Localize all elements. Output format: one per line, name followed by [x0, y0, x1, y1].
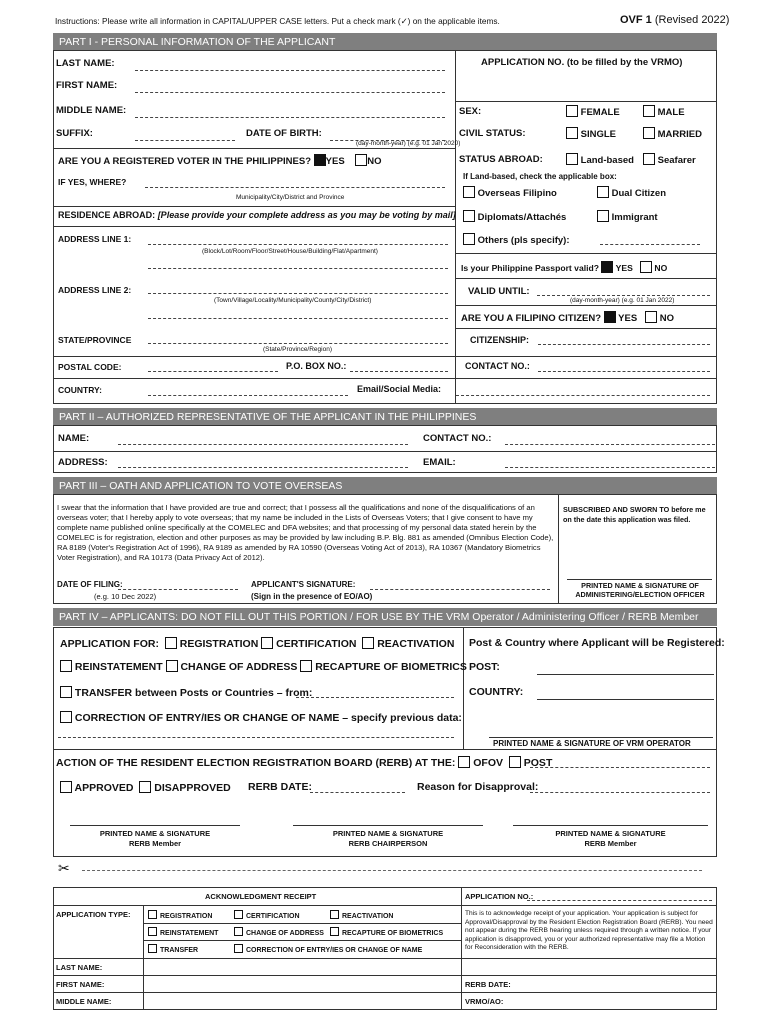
divider: [455, 278, 717, 279]
state-label: STATE/PROVINCE: [58, 335, 132, 345]
passport-yes-label: YES: [615, 263, 633, 273]
overseas-filipino-checkbox[interactable]: [463, 186, 475, 198]
valid-until-hint: (day-month-year) (e.g. 01 Jan 2022): [570, 297, 675, 304]
male-option[interactable]: [643, 105, 685, 118]
contact-no-field[interactable]: [538, 371, 710, 372]
part2-box: [53, 425, 717, 473]
receipt-recapture-label: RECAPTURE OF BIOMETRICS: [342, 930, 444, 937]
receipt-certification[interactable]: [234, 910, 300, 920]
last-name-label: LAST NAME:: [56, 58, 115, 69]
valid-until-label: VALID UNTIL:: [468, 286, 530, 297]
rep-email-label: EMAIL:: [423, 457, 456, 468]
officer-signature-line[interactable]: [567, 579, 712, 580]
address-line1-field-2[interactable]: [148, 268, 448, 269]
passport-no-label: NO: [654, 263, 668, 273]
rerb-action: [56, 756, 552, 769]
filipino-citizen-question: [461, 311, 674, 324]
receipt-app-no-label: APPLICATION NO.:: [465, 892, 534, 901]
disapproved-label: DISAPPROVED: [154, 782, 231, 794]
male-checkbox[interactable]: [643, 105, 655, 117]
last-name-field[interactable]: [135, 70, 445, 71]
address-line2-hint: (Town/Village/Locality/Municipality/County/City/District): [214, 297, 372, 304]
part1-box: [53, 50, 717, 404]
rerb-member1-line1: PRINTED NAME & SIGNATURE: [99, 829, 211, 838]
citizenship-label: CITIZENSHIP:: [470, 335, 530, 345]
married-label: MARRIED: [657, 129, 702, 140]
middle-name-label: MIDDLE NAME:: [56, 105, 127, 116]
vrm-signature-line[interactable]: [489, 737, 713, 738]
divider: [53, 148, 455, 149]
rerb-action-label: ACTION OF THE RESIDENT ELECTION REGISTRATION BOARD (RERB) AT THE:: [56, 757, 456, 769]
registered-voter-question: [58, 154, 382, 167]
reinstatement-checkbox[interactable]: [60, 660, 72, 672]
rerb-member1-signature-line[interactable]: [70, 825, 240, 826]
address-line1-hint: (Block/Lot/Room/Floor/Street/House/Building/Flat/Apartment): [202, 248, 378, 255]
if-land-based-note: If Land-based, check the applicable box:: [463, 172, 617, 181]
suffix-label: SUFFIX:: [56, 128, 93, 139]
rerb-member1-signature: [72, 829, 238, 849]
part3-header: PART III – OATH AND APPLICATION TO VOTE OVERSEAS: [53, 477, 717, 495]
receipt-transfer-label: TRANSFER: [160, 947, 199, 954]
receipt-correction-checkbox[interactable]: [234, 944, 243, 953]
post-checkbox[interactable]: [509, 756, 521, 768]
divider: [455, 101, 717, 102]
receipt-reinstatement-checkbox[interactable]: [148, 927, 157, 936]
transfer-label: TRANSFER between Posts or Countries – from:: [74, 687, 313, 699]
voter-no-checkbox[interactable]: [355, 154, 367, 166]
rep-contact-label: CONTACT NO.:: [423, 433, 492, 444]
transfer-checkbox[interactable]: [60, 686, 72, 698]
post-option-label: POST: [523, 757, 553, 769]
rep-name-field[interactable]: [118, 444, 408, 445]
receipt-certification-label: CERTIFICATION: [246, 913, 300, 920]
application-options-row2: [60, 660, 467, 673]
middle-name-field[interactable]: [135, 117, 445, 118]
diplomats-label: Diplomats/Attachés: [477, 212, 567, 223]
change-address-label: CHANGE OF ADDRESS: [180, 661, 298, 673]
date-filing-field[interactable]: [118, 589, 238, 590]
female-checkbox[interactable]: [566, 105, 578, 117]
reactivation-label: REACTIVATION: [377, 638, 455, 650]
residence-label: RESIDENCE ABROAD:: [58, 210, 156, 220]
filipino-yes-checkbox[interactable]: [604, 311, 616, 323]
divider: [455, 305, 717, 306]
approved-checkbox[interactable]: [60, 781, 72, 793]
post-label: POST:: [469, 661, 500, 673]
email-label: Email/Social Media:: [357, 384, 442, 394]
receipt-reinstatement-label: REINSTATEMENT: [160, 930, 219, 937]
transfer-option[interactable]: [60, 686, 312, 699]
filipino-no-label: NO: [659, 313, 674, 324]
diplomats-option[interactable]: [463, 210, 566, 223]
correction-option[interactable]: [60, 711, 462, 724]
recapture-checkbox[interactable]: [300, 660, 312, 672]
female-label: FEMALE: [580, 107, 620, 118]
rerb-date-label: RERB DATE:: [248, 781, 312, 793]
receipt-registration-label: REGISTRATION: [160, 913, 213, 920]
divider: [455, 328, 717, 329]
certification-checkbox[interactable]: [261, 637, 273, 649]
immigrant-checkbox[interactable]: [597, 210, 609, 222]
part2-header: PART II – AUTHORIZED REPRESENTATIVE OF THE APPLICANT IN THE PHILIPPINES: [53, 408, 717, 426]
filipino-question-text: ARE YOU A FILIPINO CITIZEN?: [461, 313, 602, 324]
rerb-member2-line1: PRINTED NAME & SIGNATURE: [555, 829, 666, 838]
seafarer-label: Seafarer: [657, 155, 696, 166]
rerb-chair-signature-line[interactable]: [293, 825, 483, 826]
receipt-change-address[interactable]: [234, 927, 324, 937]
instructions: Instructions: Please write all information in CAPITAL/UPPER CASE letters. Put a check mark (✓) on the applicable items.: [55, 16, 500, 26]
status-abroad-label: STATUS ABROAD:: [459, 154, 543, 165]
scissors-icon: ✂: [58, 860, 70, 876]
sex-label: SEX:: [459, 106, 482, 117]
married-checkbox[interactable]: [643, 127, 655, 139]
registration-checkbox[interactable]: [165, 637, 177, 649]
divider: [53, 975, 717, 976]
overseas-filipino-option[interactable]: [463, 186, 557, 199]
rerb-chair-line1: PRINTED NAME & SIGNATURE: [332, 829, 444, 838]
immigrant-label: Immigrant: [611, 212, 658, 223]
rerb-member1-line2: RERB Member: [128, 839, 182, 848]
vrm-operator-label: PRINTED NAME & SIGNATURE OF VRM OPERATOR: [493, 739, 691, 748]
contact-no-label: CONTACT NO.:: [465, 361, 530, 371]
address-line1-field[interactable]: [148, 244, 448, 245]
receipt-recapture[interactable]: [330, 927, 443, 937]
if-yes-label: IF YES, WHERE?: [58, 177, 127, 187]
rerb-chair-line2: RERB CHAIRPERSON: [348, 839, 428, 848]
passport-yes-checkbox[interactable]: [601, 261, 613, 273]
receipt-reactivation-label: REACTIVATION: [342, 913, 394, 920]
receipt-certification-checkbox[interactable]: [234, 910, 243, 919]
officer-printed-name: PRINTED NAME & SIGNATURE OF ADMINISTERING/ELECTION OFFICER: [575, 581, 705, 599]
overseas-filipino-label: Overseas Filipino: [477, 188, 557, 199]
po-box-label: P.O. BOX NO.:: [286, 361, 347, 371]
suffix-field[interactable]: [135, 140, 235, 141]
receipt-last-name-label: LAST NAME:: [56, 963, 103, 972]
application-for: [60, 637, 454, 650]
receipt-reactivation-checkbox[interactable]: [330, 910, 339, 919]
receipt-recapture-checkbox[interactable]: [330, 927, 339, 936]
divider: [53, 206, 455, 207]
receipt-transfer[interactable]: [148, 944, 198, 954]
receipt-title: ACKNOWLEDGMENT RECEIPT: [205, 892, 317, 901]
form-code-label: OVF 1: [620, 14, 652, 26]
land-based-checkbox[interactable]: [566, 153, 578, 165]
receipt-app-no-field[interactable]: [527, 900, 712, 901]
signature-label: APPLICANT'S SIGNATURE:: [251, 580, 356, 589]
state-hint: (State/Province/Region): [263, 346, 333, 353]
rep-contact-field[interactable]: [505, 444, 715, 445]
po-box-field[interactable]: [350, 371, 448, 372]
change-address-checkbox[interactable]: [166, 660, 178, 672]
receipt-note: This is to acknowledge receipt of your application. Your application is subject for Approval/Disapproval by the Resident Election Registration Board (RERB). You need not appear during the RERB hearing unless required through a written notice. If your application is disapproved, you or your authorized representative may file a Motion for Reconsideration with the RERB.: [465, 910, 713, 952]
country-field-p4[interactable]: [537, 699, 714, 700]
rerb-chair-signature: [293, 829, 483, 849]
filipino-no-checkbox[interactable]: [645, 311, 657, 323]
voter-no-label: NO: [367, 156, 382, 167]
post-country-label: Post & Country where Applicant will be Registered:: [469, 637, 725, 649]
divider: [455, 253, 717, 254]
rep-name-label: NAME:: [58, 433, 90, 444]
divider: [143, 940, 461, 941]
divider: [53, 749, 717, 750]
immigrant-option[interactable]: [597, 210, 658, 223]
correction-label: CORRECTION OF ENTRY/IES OR CHANGE OF NAME – specify previous data:: [74, 712, 462, 724]
country-label-p4: COUNTRY:: [469, 686, 524, 698]
revision: (Revised 2022): [654, 14, 730, 26]
receipt-change-address-checkbox[interactable]: [234, 927, 243, 936]
rerb-date-field[interactable]: [310, 792, 405, 793]
civil-status-label: CIVIL STATUS:: [459, 128, 526, 139]
subscribed-text: SUBSCRIBED AND SWORN TO before me on the date this application was filed.: [563, 505, 706, 524]
receipt-first-name-label: FIRST NAME:: [56, 980, 105, 989]
oath-text: I swear that the information that I have provided are true and correct; that I possess all the qualifications and none of the disqualifications of an overseas voter; that I hereby apply to vote overseas; that my name be included in the Lists of Overseas Voters; that I give consent to have my complete name published online specifically at the COMELEC and DFA websites; and that processing of my personal data stated herein by the COMELEC is for registration, election and other purposes as may be provided by law including B.P. Blg. 881 as amended (Omnibus Election Code), RA 8189 (Voter's Registration Act of 1996), RA 9189 as amended by RA 10590 (Overseas Voting Act of 2013), RA 10367 (Mandatory Biometrics Voter Registration), and RA 10173 (Data Privacy Act of 2012).: [57, 503, 554, 562]
divider: [143, 923, 461, 924]
receipt-rerb-date-label: RERB DATE:: [465, 980, 511, 989]
email-field[interactable]: [456, 395, 710, 396]
male-label: MALE: [657, 107, 685, 118]
divider: [461, 905, 717, 906]
country-label: COUNTRY:: [58, 385, 102, 395]
others-option[interactable]: [463, 233, 570, 246]
divider: [53, 451, 717, 452]
correction-checkbox[interactable]: [60, 711, 72, 723]
seafarer-checkbox[interactable]: [643, 153, 655, 165]
passport-question: [461, 261, 667, 273]
address-line2-field[interactable]: [148, 293, 448, 294]
dual-citizen-label: Dual Citizen: [611, 188, 667, 199]
divider: [53, 356, 717, 357]
single-checkbox[interactable]: [566, 127, 578, 139]
voter-yes-label: YES: [325, 156, 345, 167]
approved-label: APPROVED: [74, 782, 134, 794]
rerb-member2-signature: [513, 829, 708, 849]
recapture-label: RECAPTURE OF BIOMETRICS: [315, 661, 467, 673]
form-code: [620, 14, 729, 26]
land-based-label: Land-based: [580, 155, 634, 166]
diplomats-checkbox[interactable]: [463, 210, 475, 222]
divider: [53, 378, 717, 379]
filipino-yes-label: YES: [618, 313, 638, 324]
reason-label: Reason for Disapproval:: [417, 781, 539, 793]
reinstatement-label: REINSTATEMENT: [74, 661, 163, 673]
divider: [53, 226, 455, 227]
signature-field[interactable]: [370, 589, 550, 590]
first-name-label: FIRST NAME:: [56, 80, 118, 91]
postal-code-label: POSTAL CODE:: [58, 362, 122, 372]
rep-address-label: ADDRESS:: [58, 457, 108, 468]
reactivation-checkbox[interactable]: [362, 637, 374, 649]
dob-hint: (day-month-year) (e.g. 01 Jan 2020): [356, 140, 461, 147]
date-filing-hint: (e.g. 10 Dec 2022): [94, 592, 157, 601]
divider: [463, 627, 464, 749]
single-option[interactable]: [566, 127, 616, 140]
address-line1-label: ADDRESS LINE 1:: [58, 234, 132, 244]
receipt-registration-checkbox[interactable]: [148, 910, 157, 919]
rerb-member2-signature-line[interactable]: [513, 825, 708, 826]
post-field[interactable]: [537, 674, 714, 675]
ofov-checkbox[interactable]: [458, 756, 470, 768]
dual-citizen-option[interactable]: [597, 186, 666, 199]
voter-yes-checkbox[interactable]: [314, 154, 326, 166]
receipt-reinstatement[interactable]: [148, 927, 218, 937]
date-filing-label: DATE OF FILING:: [57, 580, 123, 589]
divider: [53, 958, 717, 959]
passport-question-text: Is your Philippine Passport valid?: [461, 263, 600, 273]
others-label: Others (pls specify):: [477, 235, 570, 246]
certification-label: CERTIFICATION: [276, 638, 357, 650]
rep-address-field[interactable]: [118, 467, 408, 468]
divider: [455, 50, 456, 404]
citizenship-field[interactable]: [538, 344, 710, 345]
land-based-option[interactable]: [566, 153, 634, 166]
country-field[interactable]: [148, 395, 348, 396]
part1-header: PART I - PERSONAL INFORMATION OF THE APPLICANT: [53, 33, 717, 51]
postal-code-field[interactable]: [148, 371, 278, 372]
dob-label: DATE OF BIRTH:: [246, 128, 322, 139]
address-line2-field-2[interactable]: [148, 318, 448, 319]
single-label: SINGLE: [580, 129, 617, 140]
receipt-transfer-checkbox[interactable]: [148, 944, 157, 953]
ofov-label: OFOV: [473, 757, 503, 769]
residence-abroad: [58, 210, 456, 220]
receipt-reactivation[interactable]: [330, 910, 393, 920]
others-checkbox[interactable]: [463, 233, 475, 245]
receipt-registration[interactable]: [148, 910, 212, 920]
receipt-correction-label: CORRECTION OF ENTRY/IES OR CHANGE OF NAME: [246, 947, 423, 954]
receipt-correction[interactable]: [234, 944, 422, 954]
rerb-post-field[interactable]: [530, 767, 710, 768]
application-no-label: APPLICATION NO. (to be filled by the VRMO): [481, 57, 683, 68]
sign-presence-note: (Sign in the presence of EO/AO): [251, 592, 373, 601]
female-option[interactable]: [566, 105, 620, 118]
dual-citizen-checkbox[interactable]: [597, 186, 609, 198]
divider: [558, 494, 559, 604]
rep-email-field[interactable]: [505, 467, 715, 468]
approval-options: [60, 781, 231, 794]
seafarer-option[interactable]: [643, 153, 696, 166]
passport-no-checkbox[interactable]: [640, 261, 652, 273]
reason-field[interactable]: [530, 792, 710, 793]
receipt-change-address-label: CHANGE OF ADDRESS: [246, 930, 324, 937]
address-line2-label: ADDRESS LINE 2:: [58, 285, 132, 295]
application-for-label: APPLICATION FOR:: [60, 638, 159, 650]
state-field[interactable]: [148, 343, 448, 344]
voter-question-text: ARE YOU A REGISTERED VOTER IN THE PHILIPPINES?: [58, 156, 312, 167]
receipt-app-type-label: APPLICATION TYPE:: [56, 910, 131, 919]
divider: [53, 992, 717, 993]
receipt-vrmo-label: VRMO/AO:: [465, 997, 504, 1006]
cut-line: [82, 870, 702, 871]
if-yes-field[interactable]: [145, 187, 445, 188]
others-field[interactable]: [600, 244, 700, 245]
receipt-middle-name-label: MIDDLE NAME:: [56, 997, 112, 1006]
first-name-field[interactable]: [135, 92, 445, 93]
divider: [53, 905, 461, 906]
municipality-hint: Municipality/City/District and Province: [236, 194, 345, 201]
registration-label: REGISTRATION: [179, 638, 259, 650]
residence-note: [Please provide your complete address as you may be voting by mail]: [157, 210, 456, 220]
transfer-field[interactable]: [296, 697, 454, 698]
correction-field[interactable]: [58, 737, 454, 738]
disapproved-checkbox[interactable]: [139, 781, 151, 793]
rerb-member2-line2: RERB Member: [584, 839, 637, 848]
part4-header: PART IV – APPLICANTS: DO NOT FILL OUT THIS PORTION / FOR USE BY THE VRM Operator / Administering Officer / RERB Member: [53, 608, 717, 626]
valid-until-field[interactable]: [537, 295, 710, 296]
married-option[interactable]: [643, 127, 702, 140]
